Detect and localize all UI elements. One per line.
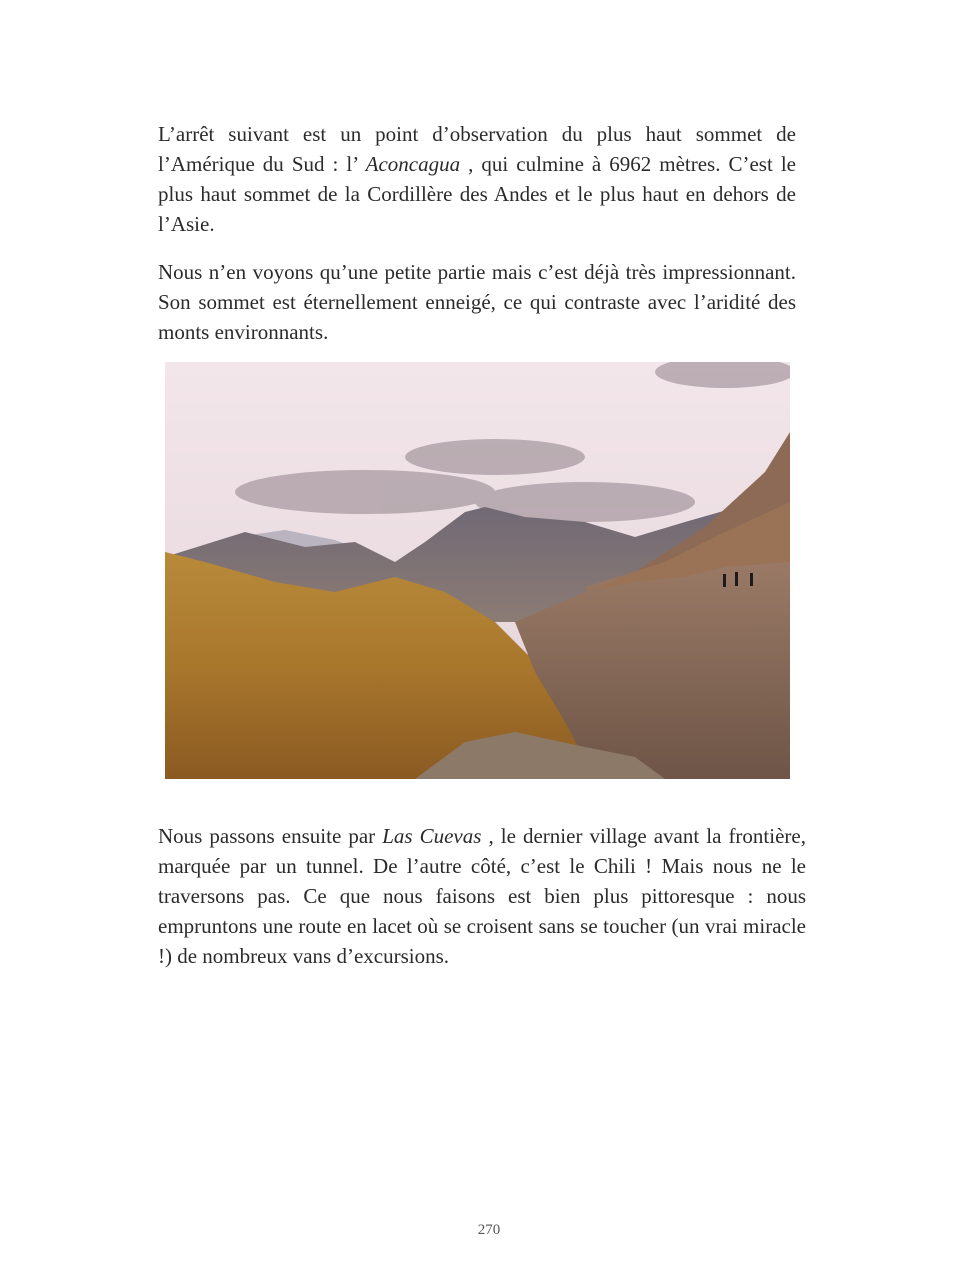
- p3-text-before: Nous passons ensuite par: [158, 824, 383, 848]
- paragraph-view: Nous n’en voyons qu’une petite partie mais c’est déjà très impressionnant. Son sommet est éternellement enneigé, ce qui contraste avec l’aridité des monts environnants.: [158, 260, 796, 344]
- p3-text-after: , le dernier village avant la frontière, marquée par un tunnel. De l’autre côté, c’est le Chili ! Mais nous ne le traversons pas. Ce que nous faisons est bien plus pittoresque : nous empruntons une route en lacet où se croisent sans se toucher (un vrai miracle !) de nombreux vans d’excursions.: [158, 824, 806, 968]
- p1-emphasis-aconcagua: Aconcagua: [365, 152, 461, 176]
- page-number: 270: [477, 1222, 501, 1238]
- p1-text-after: , qui culmine à 6962 mètres. C’est le plus haut sommet de la Cordillère des Andes et le plus haut en dehors de l’Asie.: [158, 152, 796, 236]
- paragraph-aconcagua: [158, 119, 796, 239]
- p3-emphasis-las-cuevas: Las Cuevas: [382, 824, 482, 848]
- p1-text-before: L’arrêt suivant est un point d’observation du plus haut sommet de l’Amérique du Sud : l’: [158, 122, 796, 176]
- paragraph-las-cuevas: [158, 821, 806, 971]
- mountain-valley-photo: [165, 362, 790, 779]
